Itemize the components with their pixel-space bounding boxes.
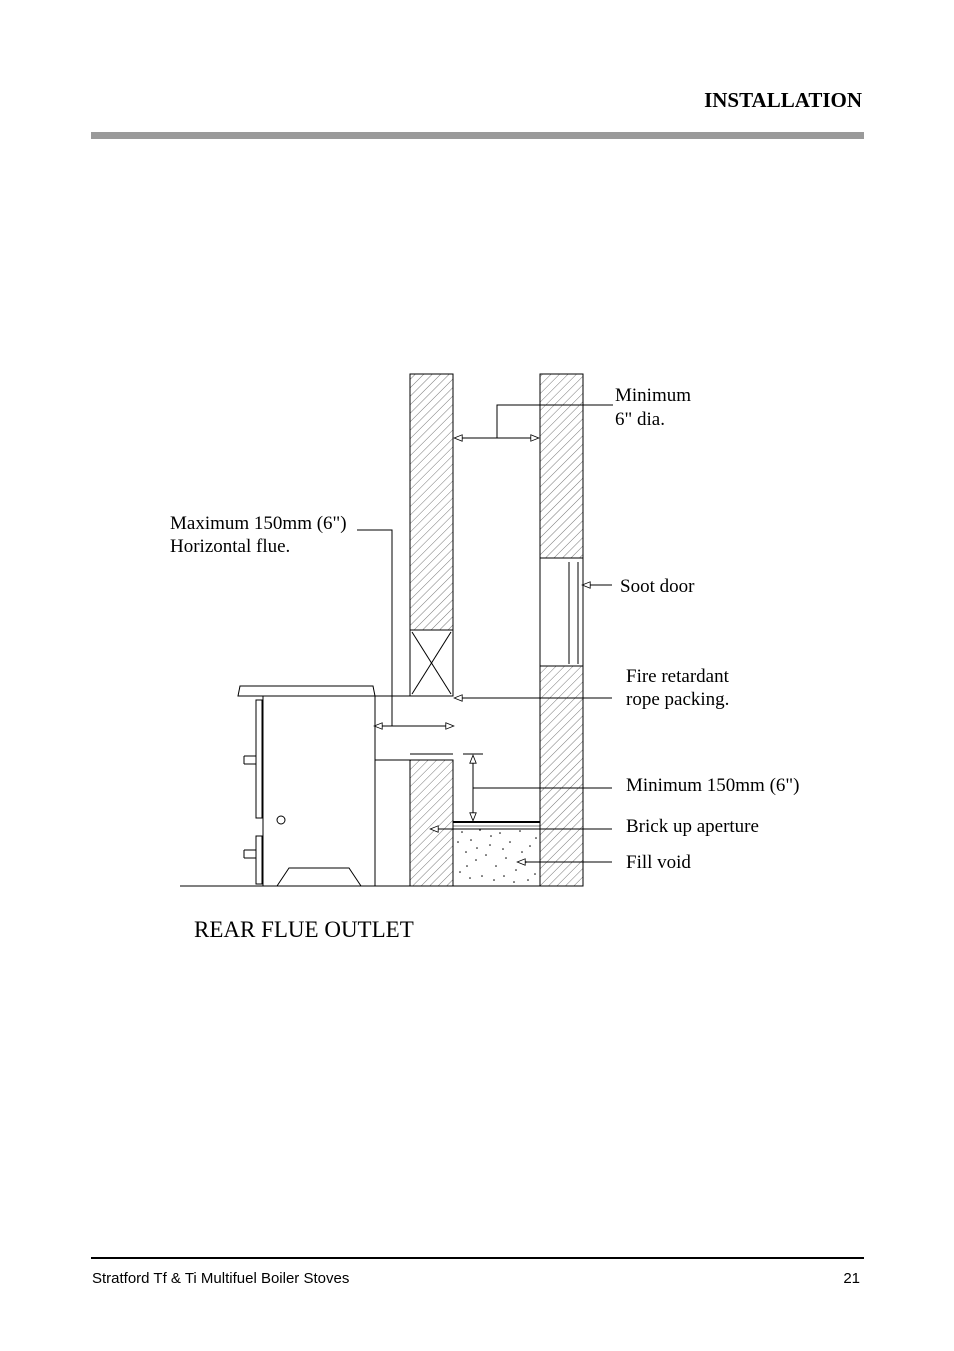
label-rope-line1: Fire retardant xyxy=(626,666,729,687)
left-wall-lower xyxy=(410,760,453,886)
label-brick-up: Brick up aperture xyxy=(626,816,759,837)
label-minimum-150: Minimum 150mm (6") xyxy=(626,775,800,796)
label-max-flue-line1: Maximum 150mm (6") xyxy=(170,513,347,534)
footer-document-title: Stratford Tf & Ti Multifuel Boiler Stoves xyxy=(92,1270,350,1287)
diagram-caption: REAR FLUE OUTLET xyxy=(194,917,414,942)
label-minimum-dia-line1: Minimum xyxy=(615,385,692,406)
stove xyxy=(238,686,375,886)
label-fill-void: Fill void xyxy=(626,852,691,873)
label-max-flue-line2: Horizontal flue. xyxy=(170,536,291,557)
left-wall-upper xyxy=(410,374,453,630)
right-wall-lower xyxy=(540,666,583,886)
page-number: 21 xyxy=(843,1270,860,1287)
section-title: INSTALLATION xyxy=(704,88,862,112)
soot-door xyxy=(540,558,583,666)
fill-void xyxy=(453,822,540,886)
label-minimum-dia-line2: 6" dia. xyxy=(615,409,665,430)
footer-rule xyxy=(91,1257,864,1259)
label-rope-line2: rope packing. xyxy=(626,689,730,710)
label-soot-door: Soot door xyxy=(620,576,695,597)
right-wall-upper xyxy=(540,374,583,558)
